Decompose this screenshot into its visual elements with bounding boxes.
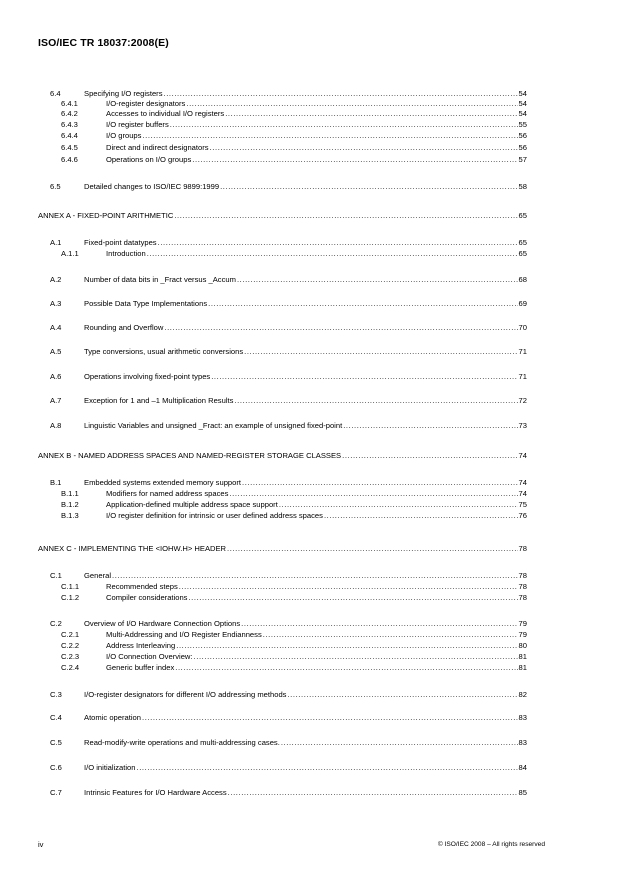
toc-entry-page: 78 <box>518 593 527 602</box>
toc-entry[interactable] <box>61 652 527 662</box>
toc-entry-page: 71 <box>518 372 527 381</box>
toc-entry-title: ANNEX A - FIXED-POINT ARITHMETIC <box>38 211 174 220</box>
toc-entry[interactable] <box>61 582 527 592</box>
dot-leader <box>158 238 518 248</box>
toc-entry-page: 58 <box>518 182 527 191</box>
toc-entry[interactable] <box>61 99 527 109</box>
toc-entry[interactable] <box>61 109 527 119</box>
toc-entry-title: Intrinsic Features for I/O Hardware Access <box>84 788 227 797</box>
toc-entry-number: 6.4.6 <box>61 155 78 164</box>
document-header: ISO/IEC TR 18037:2008(E) <box>38 37 169 49</box>
toc-entry-title: Accesses to individual I/O registers <box>106 109 225 118</box>
toc-entry-title: Embedded systems extended memory support <box>84 478 242 487</box>
dot-leader <box>186 99 517 109</box>
dot-leader <box>227 544 518 554</box>
toc-entry-page: 70 <box>518 323 527 332</box>
toc-entry[interactable] <box>50 347 527 357</box>
dot-leader <box>263 630 518 640</box>
toc-entry[interactable] <box>61 500 527 510</box>
toc-annex-entry[interactable] <box>38 211 527 221</box>
dot-leader <box>142 131 517 141</box>
toc-entry-title: I/O-register designators <box>106 99 186 108</box>
toc-entry[interactable] <box>50 372 527 382</box>
toc-entry[interactable] <box>61 511 527 521</box>
toc-entry[interactable] <box>50 763 527 773</box>
toc-entry[interactable] <box>61 489 527 499</box>
toc-entry-number: C.2.4 <box>61 663 80 672</box>
toc-entry-title: Rounding and Overflow <box>84 323 164 332</box>
toc-entry-page: 72 <box>518 396 527 405</box>
toc-entry-page: 81 <box>518 652 527 661</box>
toc-entry-page: 76 <box>518 511 527 520</box>
dot-leader <box>188 593 517 603</box>
dot-leader <box>211 372 517 382</box>
toc-entry-number: B.1 <box>50 478 62 487</box>
toc-entry-page: 54 <box>518 99 527 108</box>
dot-leader <box>241 619 517 629</box>
toc-entry-number: C.2.1 <box>61 630 80 639</box>
toc-entry-page: 55 <box>518 120 527 129</box>
toc-entry-page: 68 <box>518 275 527 284</box>
toc-entry-number: B.1.2 <box>61 500 79 509</box>
page-number: iv <box>38 840 44 849</box>
dot-leader <box>281 738 518 748</box>
dot-leader <box>324 511 518 521</box>
toc-entry-number: C.2 <box>50 619 62 628</box>
toc-entry-number: A.1 <box>50 238 62 247</box>
dot-leader <box>225 109 517 119</box>
toc-entry-page: 73 <box>518 421 527 430</box>
toc-entry-number: C.7 <box>50 788 62 797</box>
toc-entry-number: C.1 <box>50 571 62 580</box>
toc-entry-number: 6.5 <box>50 182 61 191</box>
toc-entry-number: A.3 <box>50 299 62 308</box>
toc-entry-page: 78 <box>518 571 527 580</box>
dot-leader <box>179 582 518 592</box>
toc-entry[interactable] <box>50 421 527 431</box>
toc-entry-number: C.4 <box>50 713 62 722</box>
toc-entry-number: C.6 <box>50 763 62 772</box>
toc-entry[interactable] <box>61 663 527 673</box>
dot-leader <box>279 500 518 510</box>
toc-entry-page: 65 <box>518 238 527 247</box>
toc-entry-number: C.2.3 <box>61 652 80 661</box>
dot-leader <box>137 763 518 773</box>
toc-entry-title: Detailed changes to ISO/IEC 9899:1999 <box>84 182 220 191</box>
toc-entry-page: 81 <box>518 663 527 672</box>
toc-entry-page: 80 <box>518 641 527 650</box>
toc-entry-title: Number of data bits in _Fract versus _Accum <box>84 275 236 284</box>
toc-entry-number: C.1.1 <box>61 582 80 591</box>
toc-entry-title: Specifying I/O registers <box>84 89 163 98</box>
dot-leader <box>210 143 518 153</box>
toc-entry-number: C.5 <box>50 738 62 747</box>
toc-entry-page: 85 <box>518 788 527 797</box>
dot-leader <box>164 89 518 99</box>
dot-leader <box>174 211 517 221</box>
toc-entry-title: Multi-Addressing and I/O Register Endianness <box>106 630 262 639</box>
dot-leader <box>244 347 517 357</box>
toc-entry-page: 84 <box>518 763 527 772</box>
dot-leader <box>287 690 517 700</box>
dot-leader <box>234 396 517 406</box>
toc-entry[interactable] <box>61 249 527 259</box>
toc-entry-page: 54 <box>518 89 527 98</box>
dot-leader <box>170 120 518 130</box>
toc-entry-page: 54 <box>518 109 527 118</box>
toc-annex-entry[interactable] <box>38 544 527 554</box>
toc-entry-number: A.7 <box>50 396 62 405</box>
toc-entry[interactable] <box>61 593 527 603</box>
toc-entry-number: A.4 <box>50 323 62 332</box>
toc-entry[interactable] <box>50 788 527 798</box>
toc-entry-page: 75 <box>518 500 527 509</box>
toc-entry-number: 6.4.1 <box>61 99 78 108</box>
toc-entry-title: Possible Data Type Implementations <box>84 299 208 308</box>
toc-entry-page: 82 <box>518 690 527 699</box>
toc-entry-title: I/O register definition for intrinsic or user defined address spaces <box>106 511 323 520</box>
toc-entry-page: 79 <box>518 630 527 639</box>
toc-entry-title: General <box>84 571 112 580</box>
dot-leader <box>242 478 518 488</box>
toc-entry-number: B.1.3 <box>61 511 79 520</box>
toc-entry-page: 57 <box>518 155 527 164</box>
toc-entry-number: C.3 <box>50 690 62 699</box>
toc-entry-title: Fixed-point datatypes <box>84 238 157 247</box>
toc-entry-page: 83 <box>518 713 527 722</box>
toc-entry-title: I/O-register designators for different I/O addressing methods <box>84 690 287 699</box>
toc-entry-page: 65 <box>518 249 527 258</box>
toc-entry[interactable] <box>50 323 527 333</box>
dot-leader <box>142 713 518 723</box>
dot-leader <box>164 323 517 333</box>
toc-entry-number: A.1.1 <box>61 249 79 258</box>
toc-entry-title: Type conversions, usual arithmetic conversions <box>84 347 244 356</box>
toc-entry-number: A.5 <box>50 347 62 356</box>
toc-entry-title: Exception for 1 and –1 Multiplication Results <box>84 396 234 405</box>
dot-leader <box>176 641 517 651</box>
toc-entry-page: 74 <box>518 478 527 487</box>
toc-entry[interactable] <box>61 155 527 165</box>
toc-entry-page: 71 <box>518 347 527 356</box>
toc-entry-title: Recommended steps <box>106 582 178 591</box>
toc-entry-title: Generic buffer index <box>106 663 175 672</box>
toc-entry[interactable] <box>50 713 527 723</box>
toc-entry[interactable] <box>50 619 527 629</box>
toc-entry-title: Address Interleaving <box>106 641 176 650</box>
toc-entry-page: 74 <box>518 451 527 460</box>
dot-leader <box>147 249 518 259</box>
toc-entry-number: A.6 <box>50 372 62 381</box>
toc-entry-title: I/O register buffers <box>106 120 169 129</box>
toc-entry-number: A.2 <box>50 275 62 284</box>
toc-entry-title: Compiler considerations <box>106 593 188 602</box>
toc-entry-page: 78 <box>518 582 527 591</box>
toc-entry-number: 6.4.4 <box>61 131 78 140</box>
toc-entry-title: I/O Connection Overview: <box>106 652 193 661</box>
toc-entry-number: 6.4.5 <box>61 143 78 152</box>
toc-entry-number: A.8 <box>50 421 62 430</box>
toc-entry[interactable] <box>50 571 527 581</box>
toc-entry[interactable] <box>50 478 527 488</box>
toc-entry-page: 79 <box>518 619 527 628</box>
dot-leader <box>342 451 517 461</box>
copyright-notice: © ISO/IEC 2008 – All rights reserved <box>437 841 545 848</box>
toc-entry[interactable] <box>50 182 527 192</box>
toc-entry-page: 83 <box>518 738 527 747</box>
toc-entry-title: Atomic operation <box>84 713 141 722</box>
toc-entry-page: 65 <box>518 211 527 220</box>
dot-leader <box>228 788 518 798</box>
toc-entry-title: ANNEX C - IMPLEMENTING THE <IOHW.H> HEADER <box>38 544 227 553</box>
toc-entry[interactable] <box>61 131 527 141</box>
toc-annex-entry[interactable] <box>38 451 527 461</box>
toc-entry-page: 69 <box>518 299 527 308</box>
dot-leader <box>194 652 518 662</box>
toc-entry-number: 6.4.3 <box>61 120 78 129</box>
toc-entry[interactable] <box>50 275 527 285</box>
toc-entry-number: B.1.1 <box>61 489 79 498</box>
toc-entry[interactable] <box>61 641 527 651</box>
toc-entry-title: Direct and indirect designators <box>106 143 209 152</box>
toc-entry-page: 56 <box>518 131 527 140</box>
toc-entry[interactable] <box>61 630 527 640</box>
toc-entry[interactable] <box>50 238 527 248</box>
dot-leader <box>208 299 517 309</box>
toc-entry[interactable] <box>50 89 527 99</box>
toc-entry-title: Operations involving fixed-point types <box>84 372 211 381</box>
toc-entry-title: I/O initialization <box>84 763 136 772</box>
dot-leader <box>229 489 517 499</box>
toc-entry[interactable] <box>50 396 527 406</box>
toc-entry[interactable] <box>61 120 527 130</box>
toc-entry-number: C.1.2 <box>61 593 80 602</box>
dot-leader <box>192 155 517 165</box>
toc-entry[interactable] <box>50 299 527 309</box>
toc-entry[interactable] <box>50 690 527 700</box>
dot-leader <box>220 182 517 192</box>
toc-entry[interactable] <box>50 738 527 748</box>
dot-leader <box>112 571 518 581</box>
dot-leader <box>237 275 518 285</box>
toc-entry-title: Operations on I/O groups <box>106 155 192 164</box>
toc-entry[interactable] <box>61 143 527 153</box>
toc-entry-number: 6.4 <box>50 89 61 98</box>
toc-entry-title: Modifiers for named address spaces <box>106 489 229 498</box>
toc-entry-page: 56 <box>518 143 527 152</box>
toc-entry-page: 74 <box>518 489 527 498</box>
toc-entry-title: Application-defined multiple address space support <box>106 500 278 509</box>
toc-entry-title: Introduction <box>106 249 146 258</box>
dot-leader <box>343 421 517 431</box>
dot-leader <box>175 663 517 673</box>
toc-entry-number: C.2.2 <box>61 641 80 650</box>
toc-entry-page: 78 <box>518 544 527 553</box>
toc-entry-title: Overview of I/O Hardware Connection Options <box>84 619 241 628</box>
toc-entry-title: I/O groups <box>106 131 142 140</box>
toc-entry-number: 6.4.2 <box>61 109 78 118</box>
toc-entry-title: Read-modify-write operations and multi-addressing cases. <box>84 738 280 747</box>
toc-entry-title: ANNEX B - NAMED ADDRESS SPACES AND NAMED-REGISTER STORAGE CLASSES <box>38 451 342 460</box>
toc-entry-title: Linguistic Variables and unsigned _Fract: an example of unsigned fixed-point <box>84 421 343 430</box>
